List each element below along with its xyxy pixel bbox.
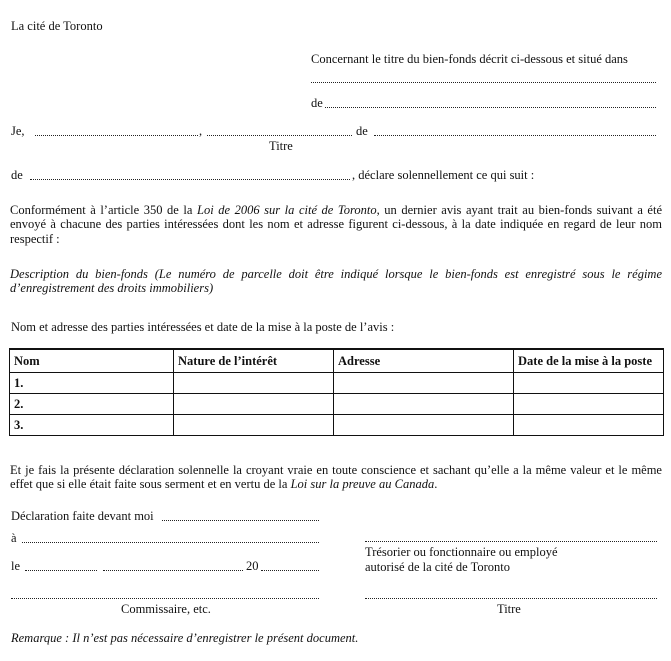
day-dotted-line [25, 570, 97, 571]
officer-title-field[interactable] [365, 584, 657, 598]
row-2-date-cell[interactable] [514, 394, 664, 415]
de-label-residence: de [11, 168, 23, 182]
registration-note: Remarque : Il n’est pas nécessaire d’enregistrer le présent document. [11, 631, 359, 645]
declared-before-label: Déclaration faite devant moi [11, 509, 154, 523]
day-field[interactable] [25, 556, 97, 570]
le-label: le [11, 559, 21, 573]
row-2-interest-cell[interactable] [174, 394, 334, 415]
row-number: 1. [14, 375, 24, 390]
row-number: 2. [14, 396, 24, 411]
declarant-residence-field[interactable] [30, 165, 350, 179]
month-dotted-line [103, 570, 243, 571]
commissioner-signature-field[interactable] [11, 584, 319, 598]
table-row [10, 415, 664, 436]
header-date-mise-poste: Date de la mise à la poste [514, 349, 664, 373]
treasurer-signature-dotted-line [365, 541, 657, 542]
declaration-place-field[interactable] [22, 528, 319, 542]
officer-title-caption: Titre [497, 602, 521, 616]
declarant-name-field[interactable] [35, 121, 198, 135]
concerning-text: Concernant le titre du bien-fonds décrit ci-dessous et situé dans [311, 52, 628, 66]
location-field[interactable] [311, 68, 656, 82]
row-3-address-cell[interactable] [334, 415, 514, 436]
de-label-declarant: de [356, 124, 368, 138]
row-1-interest-cell[interactable] [174, 373, 334, 394]
declarant-employer-field[interactable] [374, 121, 656, 135]
place-dotted-line [22, 542, 319, 543]
statement-text-b: , un dernier avis ayant trait au bien-fonds suivant a été envoyé à chacune des parties intéressées dont les nom et adresse figurent ci-dessous, à la date indiquée en regard de leur nom respectif : [10, 203, 662, 246]
titre-caption: Titre [269, 139, 293, 153]
month-field[interactable] [103, 556, 243, 570]
treasurer-signature-field[interactable] [365, 527, 657, 541]
city-heading: La cité de Toronto [11, 19, 103, 33]
row-1-address-cell[interactable] [334, 373, 514, 394]
declaration-text-a: Et je fais la présente déclaration solennelle la croyant vraie en toute conscience et sachant qu’elle a la même valeur et le même effet que si elle était faite sous serment et en vertu de la [10, 463, 662, 492]
row-1-name-cell[interactable] [10, 373, 174, 394]
a-label: à [11, 531, 17, 545]
declarant-title-field[interactable] [207, 121, 352, 135]
row-1-date-cell[interactable] [514, 373, 664, 394]
evidence-act-title: Loi sur la preuve au Canada [290, 477, 435, 492]
land-description-label: Description du bien-fonds (Le numéro de parcelle doit être indiqué lorsque le bien-fonds est enregistré sous le régime d’enregistrement des droits immobiliers) [10, 267, 662, 296]
parties-table [9, 348, 664, 436]
row-2-address-cell[interactable] [334, 394, 514, 415]
commissioner-name-dotted-line [162, 520, 319, 521]
row-3-interest-cell[interactable] [174, 415, 334, 436]
row-3-name-cell[interactable] [10, 415, 174, 436]
commissioner-name-field[interactable] [162, 506, 319, 520]
name-dotted-line [35, 135, 198, 136]
declaration-text-b: . [434, 477, 438, 492]
officer-title-dotted-line [365, 598, 657, 599]
year-field[interactable] [261, 556, 319, 570]
commissioner-caption: Commissaire, etc. [121, 602, 211, 616]
je-label: Je, [11, 124, 25, 138]
residence-dotted-line [30, 179, 350, 180]
header-adresse: Adresse [334, 349, 514, 373]
statute-title: Loi de 2006 sur la cité de Toronto [197, 203, 377, 217]
header-nom: Nom [10, 349, 174, 373]
treasurer-caption-line1: Trésorier ou fonctionnaire ou employé [365, 545, 558, 559]
employer-dotted-line [374, 135, 656, 136]
declare-text: , déclare solennellement ce qui suit : [352, 168, 535, 182]
municipality-dotted-line [325, 107, 656, 108]
table-row [10, 373, 664, 394]
location-dotted-line [311, 82, 656, 83]
solemn-declaration-paragraph [10, 463, 662, 492]
row-3-date-cell[interactable] [514, 415, 664, 436]
statement-paragraph [10, 203, 662, 246]
treasurer-caption-line2: autorisé de la cité de Toronto [365, 560, 511, 574]
table-header-row [10, 349, 664, 373]
header-nature-interet: Nature de l’intérêt [174, 349, 334, 373]
title-dotted-line [207, 135, 352, 136]
comma-separator: , [199, 124, 203, 138]
commissioner-signature-dotted-line [11, 598, 319, 599]
statement-text-a: Conformément à l’article 350 de la [10, 203, 197, 217]
de-label-header: de [311, 96, 323, 110]
parties-intro: Nom et adresse des parties intéressées et date de la mise à la poste de l’avis : [11, 320, 395, 334]
row-number: 3. [14, 417, 24, 432]
year-prefix: 20 [246, 559, 259, 573]
row-2-name-cell[interactable] [10, 394, 174, 415]
table-row [10, 394, 664, 415]
year-dotted-line [261, 570, 319, 571]
municipality-field[interactable] [325, 93, 656, 107]
